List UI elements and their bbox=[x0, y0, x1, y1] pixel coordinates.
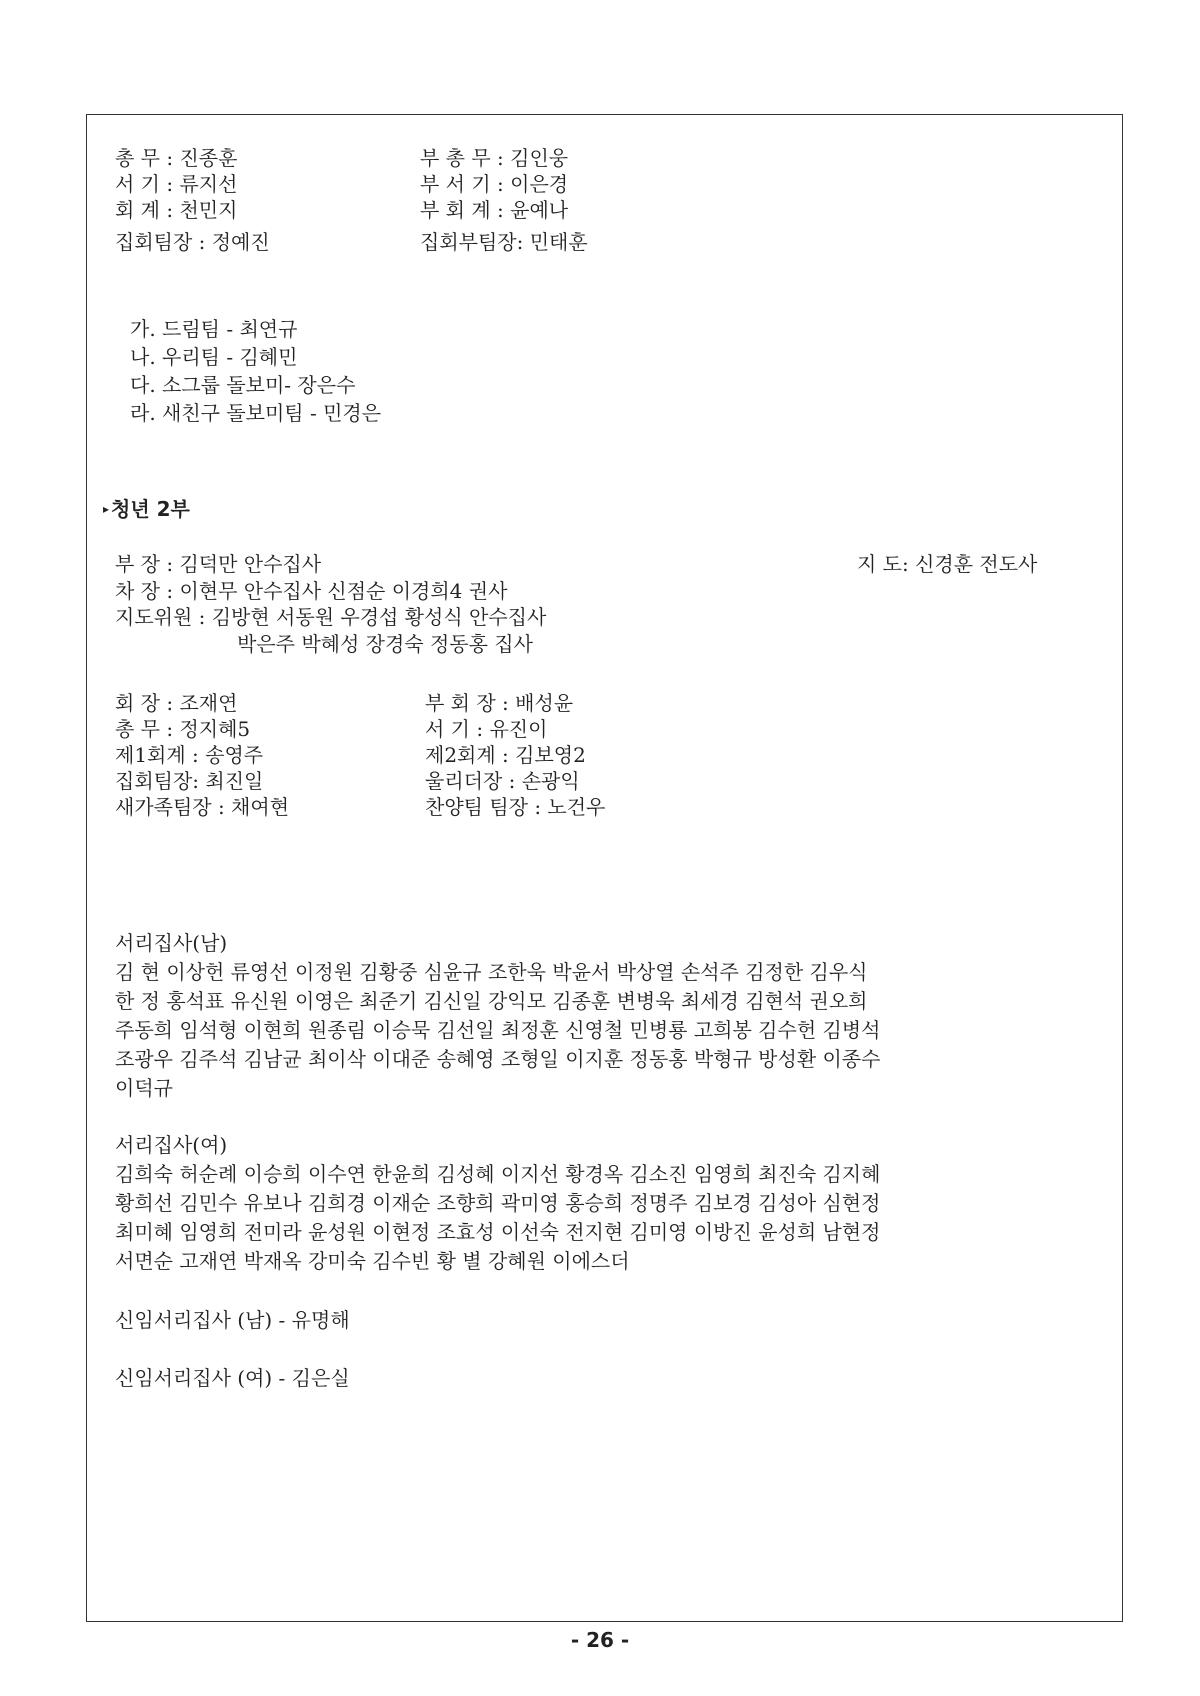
bullet-icon: ▸ bbox=[103, 502, 110, 516]
officer-label: 부 서 기 : 이은경 bbox=[420, 172, 569, 196]
officer-label: 총 무 : 정지혜5 bbox=[115, 717, 251, 741]
officer-label: 회 계 : 천민지 bbox=[115, 198, 238, 222]
officer-label: 서 기 : 유진이 bbox=[425, 717, 548, 741]
deacons-female-title: 서리집사(여) bbox=[115, 1133, 228, 1157]
officer-label: 부 회 계 : 윤예나 bbox=[420, 198, 569, 222]
page-number: - 26 - bbox=[570, 1628, 630, 1652]
officer-label: 서 기 : 류지선 bbox=[115, 172, 238, 196]
officer-label: 부 총 무 : 김인웅 bbox=[420, 146, 569, 170]
officer-label: 총 무 : 진종훈 bbox=[115, 146, 238, 170]
deacons-male-title: 서리집사(남) bbox=[115, 931, 228, 955]
deacons-male-line: 주동희 임석형 이현희 원종림 이승묵 김선일 최정훈 신영철 민병룡 고희봉 김수헌 김병석 bbox=[115, 1018, 881, 1042]
officer-label: 집회팀장: 최진일 bbox=[115, 769, 264, 793]
officer-label: 집회팀장 : 정예진 bbox=[115, 230, 270, 254]
team-item: 나. 우리팀 - 김혜민 bbox=[130, 345, 298, 369]
deacons-female-line: 서면순 고재연 박재옥 강미숙 김수빈 황 별 강혜원 이에스더 bbox=[115, 1249, 630, 1273]
officer-label: 회 장 : 조재연 bbox=[115, 691, 238, 715]
vice-head: 차 장 : 이현무 안수집사 신점순 이경희4 권사 bbox=[115, 579, 508, 603]
section-heading bbox=[103, 493, 190, 522]
advisors-line: 지도위원 : 김방현 서동원 우경섭 황성식 안수집사 bbox=[115, 605, 547, 629]
officer-label: 찬양팀 팀장 : 노건우 bbox=[425, 795, 606, 819]
new-deacon-male: 신임서리집사 (남) - 유명해 bbox=[115, 1308, 350, 1332]
deacons-male-line: 한 정 홍석표 유신원 이영은 최준기 김신일 강익모 김종훈 변병욱 최세경 김현석 권오희 bbox=[115, 989, 868, 1013]
officer-label: 부 회 장 : 배성윤 bbox=[425, 691, 574, 715]
team-item: 라. 새친구 돌보미팀 - 민경은 bbox=[130, 401, 382, 425]
officer-label: 제1회계 : 송영주 bbox=[115, 743, 264, 767]
officer-label: 새가족팀장 : 채여현 bbox=[115, 795, 290, 819]
deacons-male-line: 이덕규 bbox=[115, 1076, 173, 1100]
officer-label: 울리더장 : 손광익 bbox=[425, 769, 580, 793]
team-item: 가. 드림팀 - 최연규 bbox=[130, 317, 298, 341]
officer-label: 집회부팀장: 민태훈 bbox=[420, 230, 588, 254]
new-deacon-female: 신임서리집사 (여) - 김은실 bbox=[115, 1366, 350, 1390]
deacons-male-line: 김 현 이상헌 류영선 이정원 김황중 심윤규 조한욱 박윤서 박상열 손석주 김정한 김우식 bbox=[115, 960, 868, 984]
officer-label: 제2회계 : 김보영2 bbox=[425, 743, 586, 767]
deacons-female-line: 최미혜 임영희 전미라 윤성원 이현정 조효성 이선숙 전지현 김미영 이방진 윤성희 남현정 bbox=[115, 1220, 881, 1244]
section-title: 청년 2부 bbox=[111, 497, 190, 521]
deacons-female-line: 김희숙 허순례 이승희 이수연 한윤희 김성혜 이지선 황경옥 김소진 임영희 최진숙 김지혜 bbox=[115, 1162, 881, 1186]
guide-pastor: 지 도: 신경훈 전도사 bbox=[857, 552, 1038, 576]
advisors-line: 박은주 박혜성 장경숙 정동홍 집사 bbox=[237, 632, 533, 656]
deacons-female-line: 황희선 김민수 유보나 김희경 이재순 조향희 곽미영 홍승희 정명주 김보경 김성아 심현정 bbox=[115, 1191, 881, 1215]
department-head: 부 장 : 김덕만 안수집사 bbox=[115, 552, 322, 576]
deacons-male-line: 조광우 김주석 김남균 최이삭 이대준 송혜영 조형일 이지훈 정동홍 박형규 방성환 이종수 bbox=[115, 1047, 881, 1071]
team-item: 다. 소그룹 돌보미- 장은수 bbox=[130, 373, 356, 397]
